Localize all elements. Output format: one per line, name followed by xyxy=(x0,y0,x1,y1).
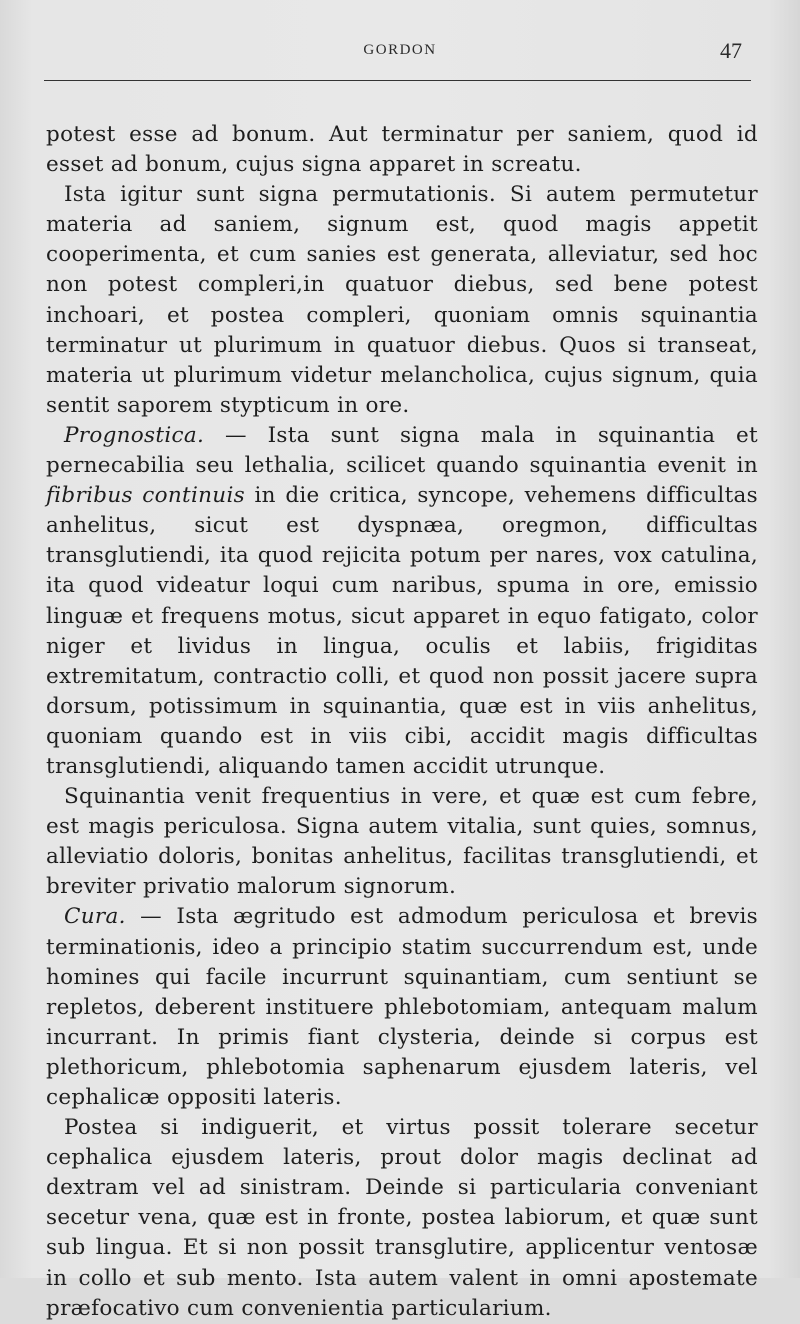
paragraph-text: Ista igitur sunt signa permutationis. Si autem permutetur materia ad saniem, signum est, quod magis appetit cooperimenta, et cum sanies est generata, alleviatur, sed hoc non potest compleri,in quatuor diebus, sed bene potest inchoari, et postea compleri, quoniam omnis squinantia terminatur ut plurimum in quatuor diebus. Quos si transeat, materia ut plurimum videtur melancholica, cujus signum, quia sentit saporem stypticum in ore. xyxy=(46,182,758,418)
paragraph xyxy=(46,782,758,902)
body-text xyxy=(46,120,758,1324)
page-number: 47 xyxy=(720,38,742,63)
paragraph-cura xyxy=(46,902,758,1113)
paragraph-text: Postea si indiguerit, et virtus possit tolerare secetur cephalica ejusdem lateris, prout dolor magis declinat ad dextram vel ad sinistram. Deinde si particularia conveniant secetur vena, quæ est in fronte, postea labiorum, et quæ sunt sub lingua. Et si non possit transglutire, applicentur ventosæ in collo et sub mento. Ista autem valent in omni apostemate præfocativo cum convenientia particularium. xyxy=(46,1115,758,1321)
paragraph xyxy=(46,120,758,180)
paragraph-prognostica xyxy=(46,421,758,782)
paragraph-text: — Ista sunt signa mala in squinantia et pernecabilia seu lethalia, scilicet quando squinantia evenit in xyxy=(46,422,758,479)
paragraph-text: potest esse ad bonum. Aut terminatur per saniem, quod id esset ad bonum, cujus signa apparet in screatu. xyxy=(46,122,758,178)
section-lead-in: Cura. xyxy=(64,904,126,930)
paragraph-text: in die critica, syncope, vehemens difficultas anhelitus, sicut est dyspnæa, oregmon, difficultas transglutiendi, ita quod rejicita potum per nares, vox catulina, ita quod videatur loqui cum naribus, spuma in ore, emissio linguæ et frequens motus, sicut apparet in equo fatigato, color niger et lividus in lingua, oculis et labiis, frigiditas extremitatum, contractio colli, et quod non possit jacere supra dorsum, potissimum in squinantia, quæ est in viis anhelitus, quoniam quando est in viis cibi, accidit magis difficultas transglutiendi, aliquando tamen accidit utrunque. xyxy=(46,483,758,779)
header-rule xyxy=(44,80,751,81)
paragraph xyxy=(46,180,758,421)
running-head-title: GORDON xyxy=(363,42,437,58)
paragraph xyxy=(46,1113,758,1324)
paragraph-text: Squinantia venit frequentius in vere, et quæ est cum febre, est magis periculosa. Signa autem vitalia, sunt quies, somnus, alleviatio doloris, bonitas anhelitus, facilitas transglutiendi, et breviter privatio malorum signorum. xyxy=(46,784,758,900)
paragraph-text: — Ista ægritudo est admodum periculosa et brevis terminationis, ideo a principio statim succurrendum est, unde homines qui facile incurrunt squinantiam, cum sentiunt se repletos, deberent instituere phlebotomiam, antequam malum incurrant. In primis fiant clysteria, deinde si corpus est plethoricum, phlebotomia saphenarum ejusdem lateris, vel cephalicæ oppositi lateris. xyxy=(46,904,758,1110)
running-head xyxy=(0,40,800,64)
italic-phrase: fibribus continuis xyxy=(46,483,245,509)
section-lead-in: Prognostica. xyxy=(64,422,205,448)
